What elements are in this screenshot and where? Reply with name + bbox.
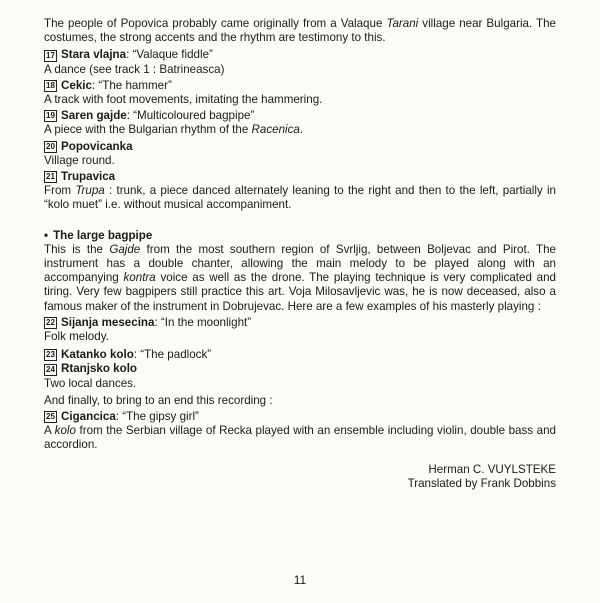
track-subtitle: : “The gipsy girl” bbox=[115, 410, 199, 424]
track-name: Cekic bbox=[61, 78, 92, 92]
track-desc-text: A piece with the Bulgarian rhythm of the bbox=[44, 123, 252, 137]
track-entry bbox=[44, 348, 556, 391]
track-desc-emphasis: Trupa bbox=[75, 184, 105, 198]
section-text-2: from the most southern region of Svrljig, between Boljevac and Pirot. The instrument has a double chanter, allowing the main melody to be played along with an accompanying bbox=[44, 242, 556, 285]
track-description: Two local dances. bbox=[44, 376, 137, 390]
track-number: 23 bbox=[44, 349, 57, 361]
track-entry bbox=[44, 140, 556, 168]
track-desc-text-2: from the Serbian village of Recka played with an ensemble including violin, double bass and accordion. bbox=[44, 424, 556, 452]
track-entry bbox=[44, 79, 556, 107]
track-desc-text: A track with foot movements, imitating the hammering. bbox=[44, 93, 323, 107]
section-text-1: This is the bbox=[44, 242, 110, 256]
page-number: 11 bbox=[293, 573, 307, 587]
track-name: Cigancica bbox=[61, 410, 116, 424]
track-number: 21 bbox=[44, 171, 57, 183]
track-description bbox=[44, 154, 556, 168]
track-subtitle: : “The padlock” bbox=[133, 348, 212, 362]
bullet-icon: • bbox=[44, 228, 49, 242]
track-name: Rtanjsko kolo bbox=[61, 362, 138, 376]
track-list-a bbox=[44, 48, 556, 212]
track-subtitle: : “Multicoloured bagpipe” bbox=[126, 109, 255, 123]
track-desc-text: A dance (see track 1 : Batrineasca) bbox=[44, 62, 225, 76]
section-heading bbox=[44, 229, 556, 243]
track-number: 24 bbox=[44, 364, 57, 376]
track-number: 18 bbox=[44, 80, 57, 92]
track-number: 25 bbox=[44, 411, 57, 423]
track-desc-text: . bbox=[299, 123, 304, 137]
track-number: 22 bbox=[44, 317, 57, 329]
track-name: Stara vlajna bbox=[61, 48, 127, 62]
section-emphasis-1: Gajde bbox=[109, 242, 141, 256]
track-desc-emphasis: Racenica bbox=[251, 123, 300, 137]
track-subtitle: : “In the moonlight” bbox=[154, 315, 252, 329]
track-description bbox=[44, 184, 556, 212]
track-name: Katanko kolo bbox=[61, 348, 134, 362]
track-number: 17 bbox=[44, 50, 57, 62]
translator-credit: Translated by Frank Dobbins bbox=[407, 476, 556, 490]
track-description bbox=[44, 123, 556, 137]
track-entry bbox=[44, 170, 556, 213]
closing-sentence: And finally, to bring to an end this recording : bbox=[44, 393, 273, 407]
track-description bbox=[44, 63, 556, 77]
track-subtitle: : “The hammer” bbox=[91, 78, 172, 92]
section-title: The large bagpipe bbox=[53, 228, 153, 242]
track-description bbox=[44, 93, 556, 107]
intro-text-2: village near Bulgaria. The costumes, the strong accents and the rhythm are testimony to this. bbox=[44, 17, 557, 45]
signature-block bbox=[44, 463, 556, 491]
track-desc-emphasis: kolo bbox=[54, 424, 76, 438]
track-entry bbox=[44, 410, 556, 453]
track-number: 20 bbox=[44, 141, 57, 153]
track-desc-text: From bbox=[44, 184, 76, 198]
intro-emphasis: Tarani bbox=[386, 17, 419, 30]
track-desc-text-1: A bbox=[44, 424, 55, 438]
track-desc-text: : trunk, a piece danced alternately leaning to the right and then to the left, partially in “kolo muet” i.e. without musical accompaniment. bbox=[44, 184, 556, 212]
track-name: Popovicanka bbox=[61, 139, 133, 153]
section-text-3: voice as well as the drone. The playing technique is very complicated and tiring. Very few bagpipers still practice this art. Voja Milosavljevic was, he is now deceased, also a famous maker of the instrument in Dobrujevac. Here are a few examples of his masterly playing : bbox=[44, 271, 556, 313]
track-description bbox=[44, 424, 556, 452]
intro-text-1: The people of Popovica probably came originally from a Valaque bbox=[44, 17, 387, 30]
track-name: Trupavica bbox=[61, 170, 116, 184]
track-entry bbox=[44, 109, 556, 137]
intro-paragraph bbox=[44, 17, 556, 45]
section-paragraph bbox=[44, 243, 556, 314]
track-entry bbox=[44, 316, 556, 344]
section-emphasis-2: kontra bbox=[123, 271, 156, 285]
track-name: Sijanja mesecina bbox=[61, 315, 155, 329]
track-number: 19 bbox=[44, 110, 57, 122]
track-entry bbox=[44, 48, 556, 76]
track-subtitle: : “Valaque fiddle” bbox=[126, 48, 213, 62]
track-name: Saren gajde bbox=[61, 109, 127, 123]
document-page bbox=[44, 17, 556, 491]
track-description: Folk melody. bbox=[44, 330, 109, 344]
author-name: Herman C. VUYLSTEKE bbox=[428, 462, 556, 476]
track-desc-text: Village round. bbox=[44, 153, 115, 167]
